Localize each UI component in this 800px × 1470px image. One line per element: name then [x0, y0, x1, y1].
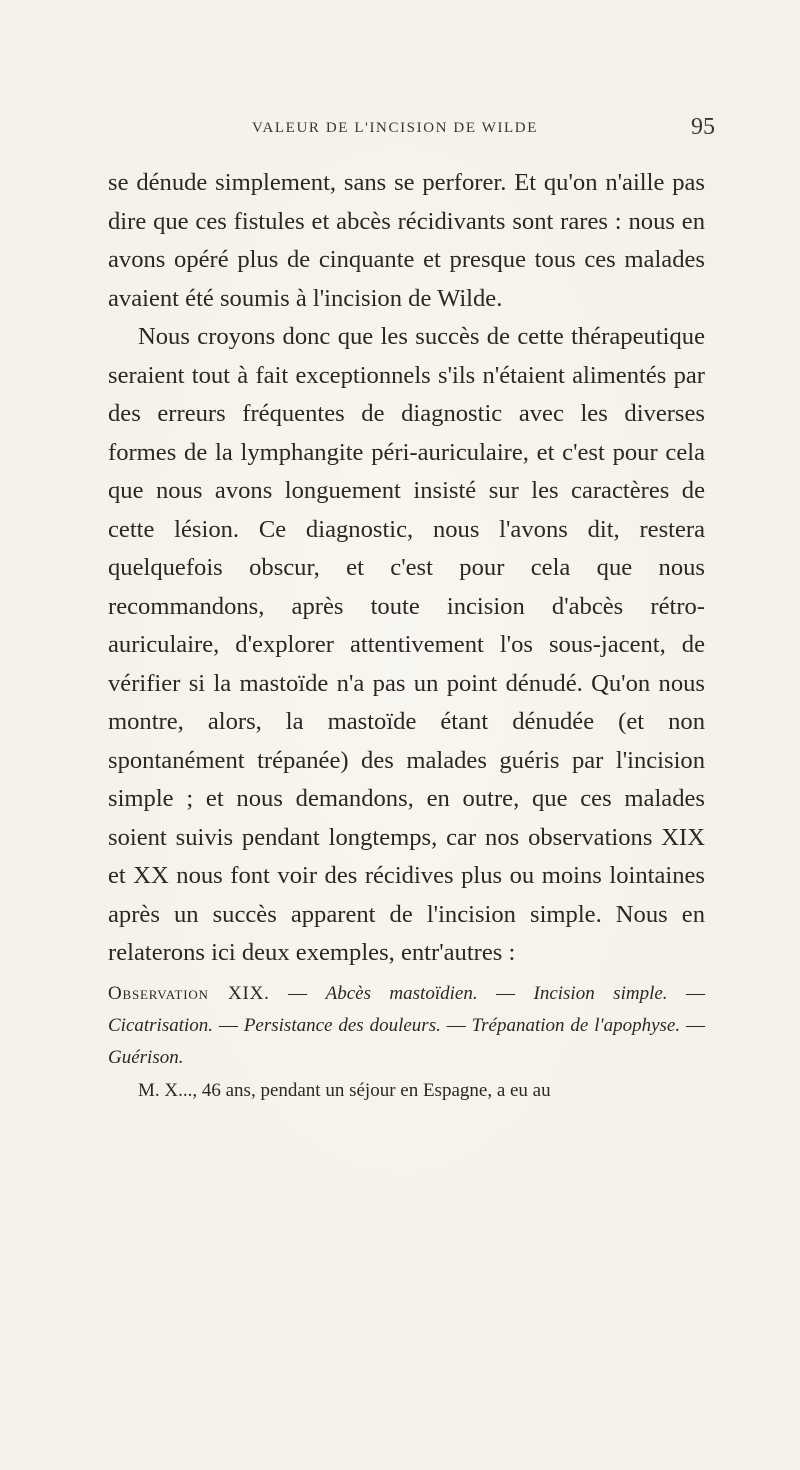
- observation-separator: —: [213, 1014, 244, 1036]
- observation-title-5: Trépanation de l'apophyse.: [471, 1014, 681, 1036]
- observation-label: Observation XIX.: [108, 982, 270, 1004]
- observation-heading: [108, 978, 705, 1074]
- page-number: 95: [691, 114, 715, 140]
- observation-title-1: Abcès mastoïdien.: [325, 982, 478, 1004]
- observation-separator: —: [667, 982, 705, 1004]
- observation-separator: —: [269, 982, 326, 1004]
- observation-title-4: Persistance des douleurs.: [243, 1014, 441, 1036]
- running-head: [140, 114, 715, 143]
- observation-title-6: Guérison.: [108, 1046, 184, 1068]
- observation-title-2: Incision simple.: [533, 982, 668, 1004]
- observation-title-3: Cicatrisation.: [108, 1014, 214, 1036]
- observation-separator: —: [440, 1014, 472, 1036]
- body-text: [108, 164, 705, 1108]
- observation-separator: —: [680, 1014, 705, 1036]
- running-title: VALEUR DE L'INCISION DE WILDE: [251, 120, 539, 136]
- paragraph-1: se dénude simplement, sans se perforer. Et qu'on n'aille pas dire que ces fistules et abcès récidivants sont rares : nous en avons opéré plus de cinquante et presque tous ces malades avaient été soumis à l'incision de Wilde.: [108, 169, 705, 312]
- paragraph-2: Nous croyons donc que les succès de cette thérapeutique seraient tout à fait exceptionnels s'ils n'étaient alimentés par des erreurs fréquentes de diagnostic avec les diverses formes de la lymphangite péri-auriculaire, et c'est pour cela que nous avons longuement insisté sur les caractères de cette lésion. Ce diagnostic, nous l'avons dit, restera quelquefois obscur, et c'est pour cela que nous recommandons, après toute incision d'abcès rétro-auriculaire, d'explorer attentivement l'os sous-jacent, de vérifier si la mastoïde n'a pas un point dénudé. Qu'on nous montre, alors, la mastoïde étant dénudée (et non spontanément trépanée) des malades guéris par l'incision simple ; et nous demandons, en outre, que ces malades soient suivis pendant longtemps, car nos observations XIX et XX nous font voir des récidives plus ou moins lointaines après un succès apparent de l'incision simple. Nous en relaterons ici deux exemples, entr'autres :: [108, 323, 705, 966]
- observation-separator: —: [477, 982, 534, 1004]
- case-line: M. X..., 46 ans, pendant un séjour en Espagne, a eu au: [138, 1079, 551, 1101]
